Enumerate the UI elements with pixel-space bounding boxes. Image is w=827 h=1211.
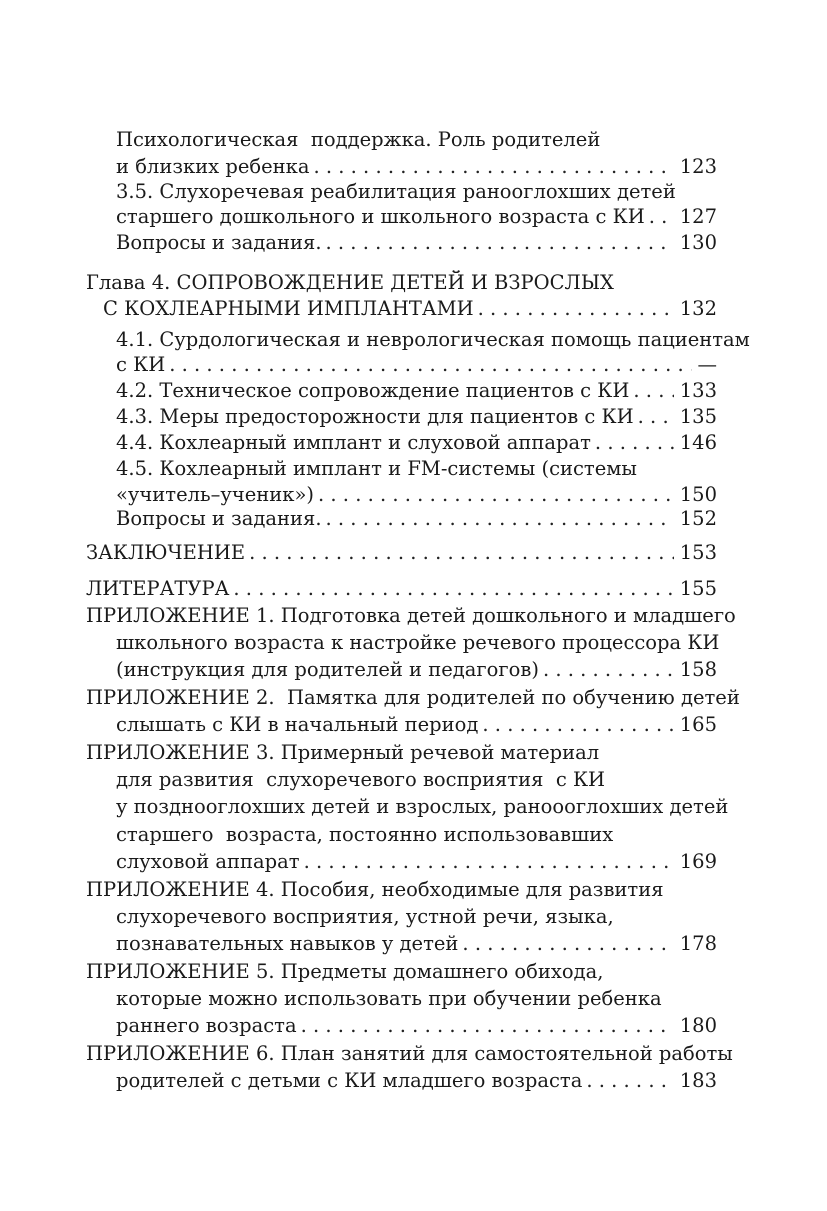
toc-text: ПРИЛОЖЕНИЕ 5. Предметы домашнего обихода, <box>86 960 604 983</box>
toc-line <box>116 126 600 153</box>
toc-page-number: 169 <box>679 850 717 873</box>
toc-text: у позднооглохших детей и взрослых, раноооглохших детей <box>116 795 729 818</box>
toc-text: слышать с КИ в начальный период <box>116 713 479 736</box>
toc-leader <box>326 505 674 532</box>
toc-page-number: 153 <box>679 541 717 564</box>
toc-text: и близких ребенка <box>116 155 310 178</box>
toc-entry[interactable] <box>116 481 717 508</box>
toc-leader <box>478 295 674 322</box>
toc-line <box>116 326 750 353</box>
toc-text: (инструкция для родителей и педагогов) <box>116 658 539 681</box>
toc-line <box>86 958 603 985</box>
toc-leader <box>318 481 674 508</box>
toc-page-number: — <box>697 353 717 376</box>
toc-page-number: 130 <box>679 231 717 254</box>
toc-leader <box>169 351 691 378</box>
toc-line <box>116 821 613 848</box>
toc-page-number: 135 <box>679 405 717 428</box>
toc-text: Глава 4. СОПРОВОЖДЕНИЕ ДЕТЕЙ И ВЗРОСЛЫХ <box>86 271 614 294</box>
toc-text: 3.5. Слухоречевая реабилитация ранооглохших детей <box>116 180 676 203</box>
toc-text: ЛИТЕРАТУРА <box>86 577 230 600</box>
toc-leader <box>482 711 673 738</box>
toc-leader <box>595 429 674 456</box>
toc-entry[interactable] <box>116 153 717 180</box>
toc-text: ПРИЛОЖЕНИЕ 6. План занятий для самостоятельной работы <box>86 1042 733 1065</box>
toc-line <box>86 1040 733 1067</box>
toc-entry[interactable] <box>116 403 717 430</box>
toc-leader <box>326 229 674 256</box>
toc-line <box>86 602 736 629</box>
toc-text: ПРИЛОЖЕНИЕ 2. Памятка для родителей по обучению детей <box>86 686 740 709</box>
toc-entry[interactable] <box>116 930 717 957</box>
toc-entry[interactable] <box>116 1067 717 1094</box>
toc-leader <box>249 539 674 566</box>
toc-page-number: 155 <box>679 577 717 600</box>
toc-leader <box>633 377 673 404</box>
toc-text: Вопросы и задания. <box>116 231 322 254</box>
toc-line <box>116 178 676 205</box>
toc-page-number: 183 <box>679 1069 717 1092</box>
toc-page-number: 146 <box>679 431 717 454</box>
toc-line <box>86 876 664 903</box>
toc-leader <box>638 403 674 430</box>
toc-line <box>116 455 637 482</box>
toc-entry[interactable] <box>116 711 717 738</box>
toc-leader <box>233 575 673 602</box>
toc-page-number: 123 <box>679 155 717 178</box>
toc-page-number: 133 <box>679 379 717 402</box>
toc-entry[interactable] <box>116 229 717 256</box>
toc-entry[interactable] <box>116 656 717 683</box>
toc-line <box>86 739 599 766</box>
toc-text: С КОХЛЕАРНЫМИ ИМПЛАНТАМИ <box>103 297 474 320</box>
toc-page-number: 178 <box>679 932 717 955</box>
toc-text: ПРИЛОЖЕНИЕ 1. Подготовка детей дошкольного и младшего <box>86 604 736 627</box>
toc-leader <box>313 153 673 180</box>
toc-text: Вопросы и задания. <box>116 507 322 530</box>
toc-entry[interactable] <box>103 295 717 322</box>
toc-page-number: 152 <box>679 507 717 530</box>
toc-leader <box>543 656 674 683</box>
toc-line <box>116 985 662 1012</box>
toc-line <box>116 793 728 820</box>
toc-line <box>116 903 614 930</box>
toc-text: слуховой аппарат <box>116 850 300 873</box>
toc-text: старшего возраста, постоянно использовавших <box>116 823 614 846</box>
toc-entry[interactable] <box>116 351 717 378</box>
toc-entry[interactable] <box>116 1012 717 1039</box>
toc-line <box>116 629 719 656</box>
toc-text: слухоречевого восприятия, устной речи, языка, <box>116 905 614 928</box>
toc-text: старшего дошкольного и школьного возраста с КИ <box>116 205 645 228</box>
toc-text: которые можно использовать при обучении ребенка <box>116 987 662 1010</box>
toc-page-number: 158 <box>679 658 717 681</box>
toc-text: раннего возраста <box>116 1014 297 1037</box>
toc-page-number: 127 <box>679 205 717 228</box>
toc-leader <box>586 1067 673 1094</box>
toc-text: школьного возраста к настройке речевого процессора КИ <box>116 631 720 654</box>
toc-leader <box>462 930 673 957</box>
toc-text: ПРИЛОЖЕНИЕ 3. Примерный речевой материал <box>86 741 600 764</box>
toc-text: 4.1. Сурдологическая и неврологическая помощь пациентам <box>116 328 750 351</box>
toc-entry[interactable] <box>116 429 717 456</box>
toc-text: ЗАКЛЮЧЕНИЕ <box>86 541 246 564</box>
toc-page-number: 150 <box>679 483 717 506</box>
toc-leader <box>304 848 674 875</box>
toc-entry[interactable] <box>116 377 717 404</box>
toc-line <box>86 684 740 711</box>
toc-page-number: 165 <box>679 713 717 736</box>
toc-entry[interactable] <box>116 505 717 532</box>
chapter-title <box>86 269 614 296</box>
toc-page-number: 180 <box>679 1014 717 1037</box>
toc-text: 4.3. Меры предосторожности для пациентов с КИ <box>116 405 634 428</box>
toc-text: ПРИЛОЖЕНИЕ 4. Пособия, необходимые для развития <box>86 878 664 901</box>
toc-entry[interactable] <box>116 203 717 230</box>
toc-text: родителей с детьми с КИ младшего возраста <box>116 1069 583 1092</box>
toc-text: с КИ <box>116 353 166 376</box>
toc-line <box>116 766 605 793</box>
toc-text: «учитель–ученик») <box>116 483 314 506</box>
toc-text: познавательных навыков у детей <box>116 932 459 955</box>
toc-entry[interactable] <box>116 848 717 875</box>
toc-text: 4.5. Кохлеарный имплант и FM-системы (системы <box>116 457 637 480</box>
toc-text: 4.2. Техническое сопровождение пациентов с КИ <box>116 379 630 402</box>
toc-text: для развития слухоречевого восприятия с КИ <box>116 768 606 791</box>
toc-page-number: 132 <box>679 297 717 320</box>
toc-entry[interactable] <box>86 575 717 602</box>
toc-text: Психологическая поддержка. Роль родителей <box>116 128 601 151</box>
toc-entry[interactable] <box>86 539 717 566</box>
toc-text: 4.4. Кохлеарный имплант и слуховой аппарат <box>116 431 591 454</box>
toc-leader <box>649 203 674 230</box>
toc-leader <box>301 1012 674 1039</box>
